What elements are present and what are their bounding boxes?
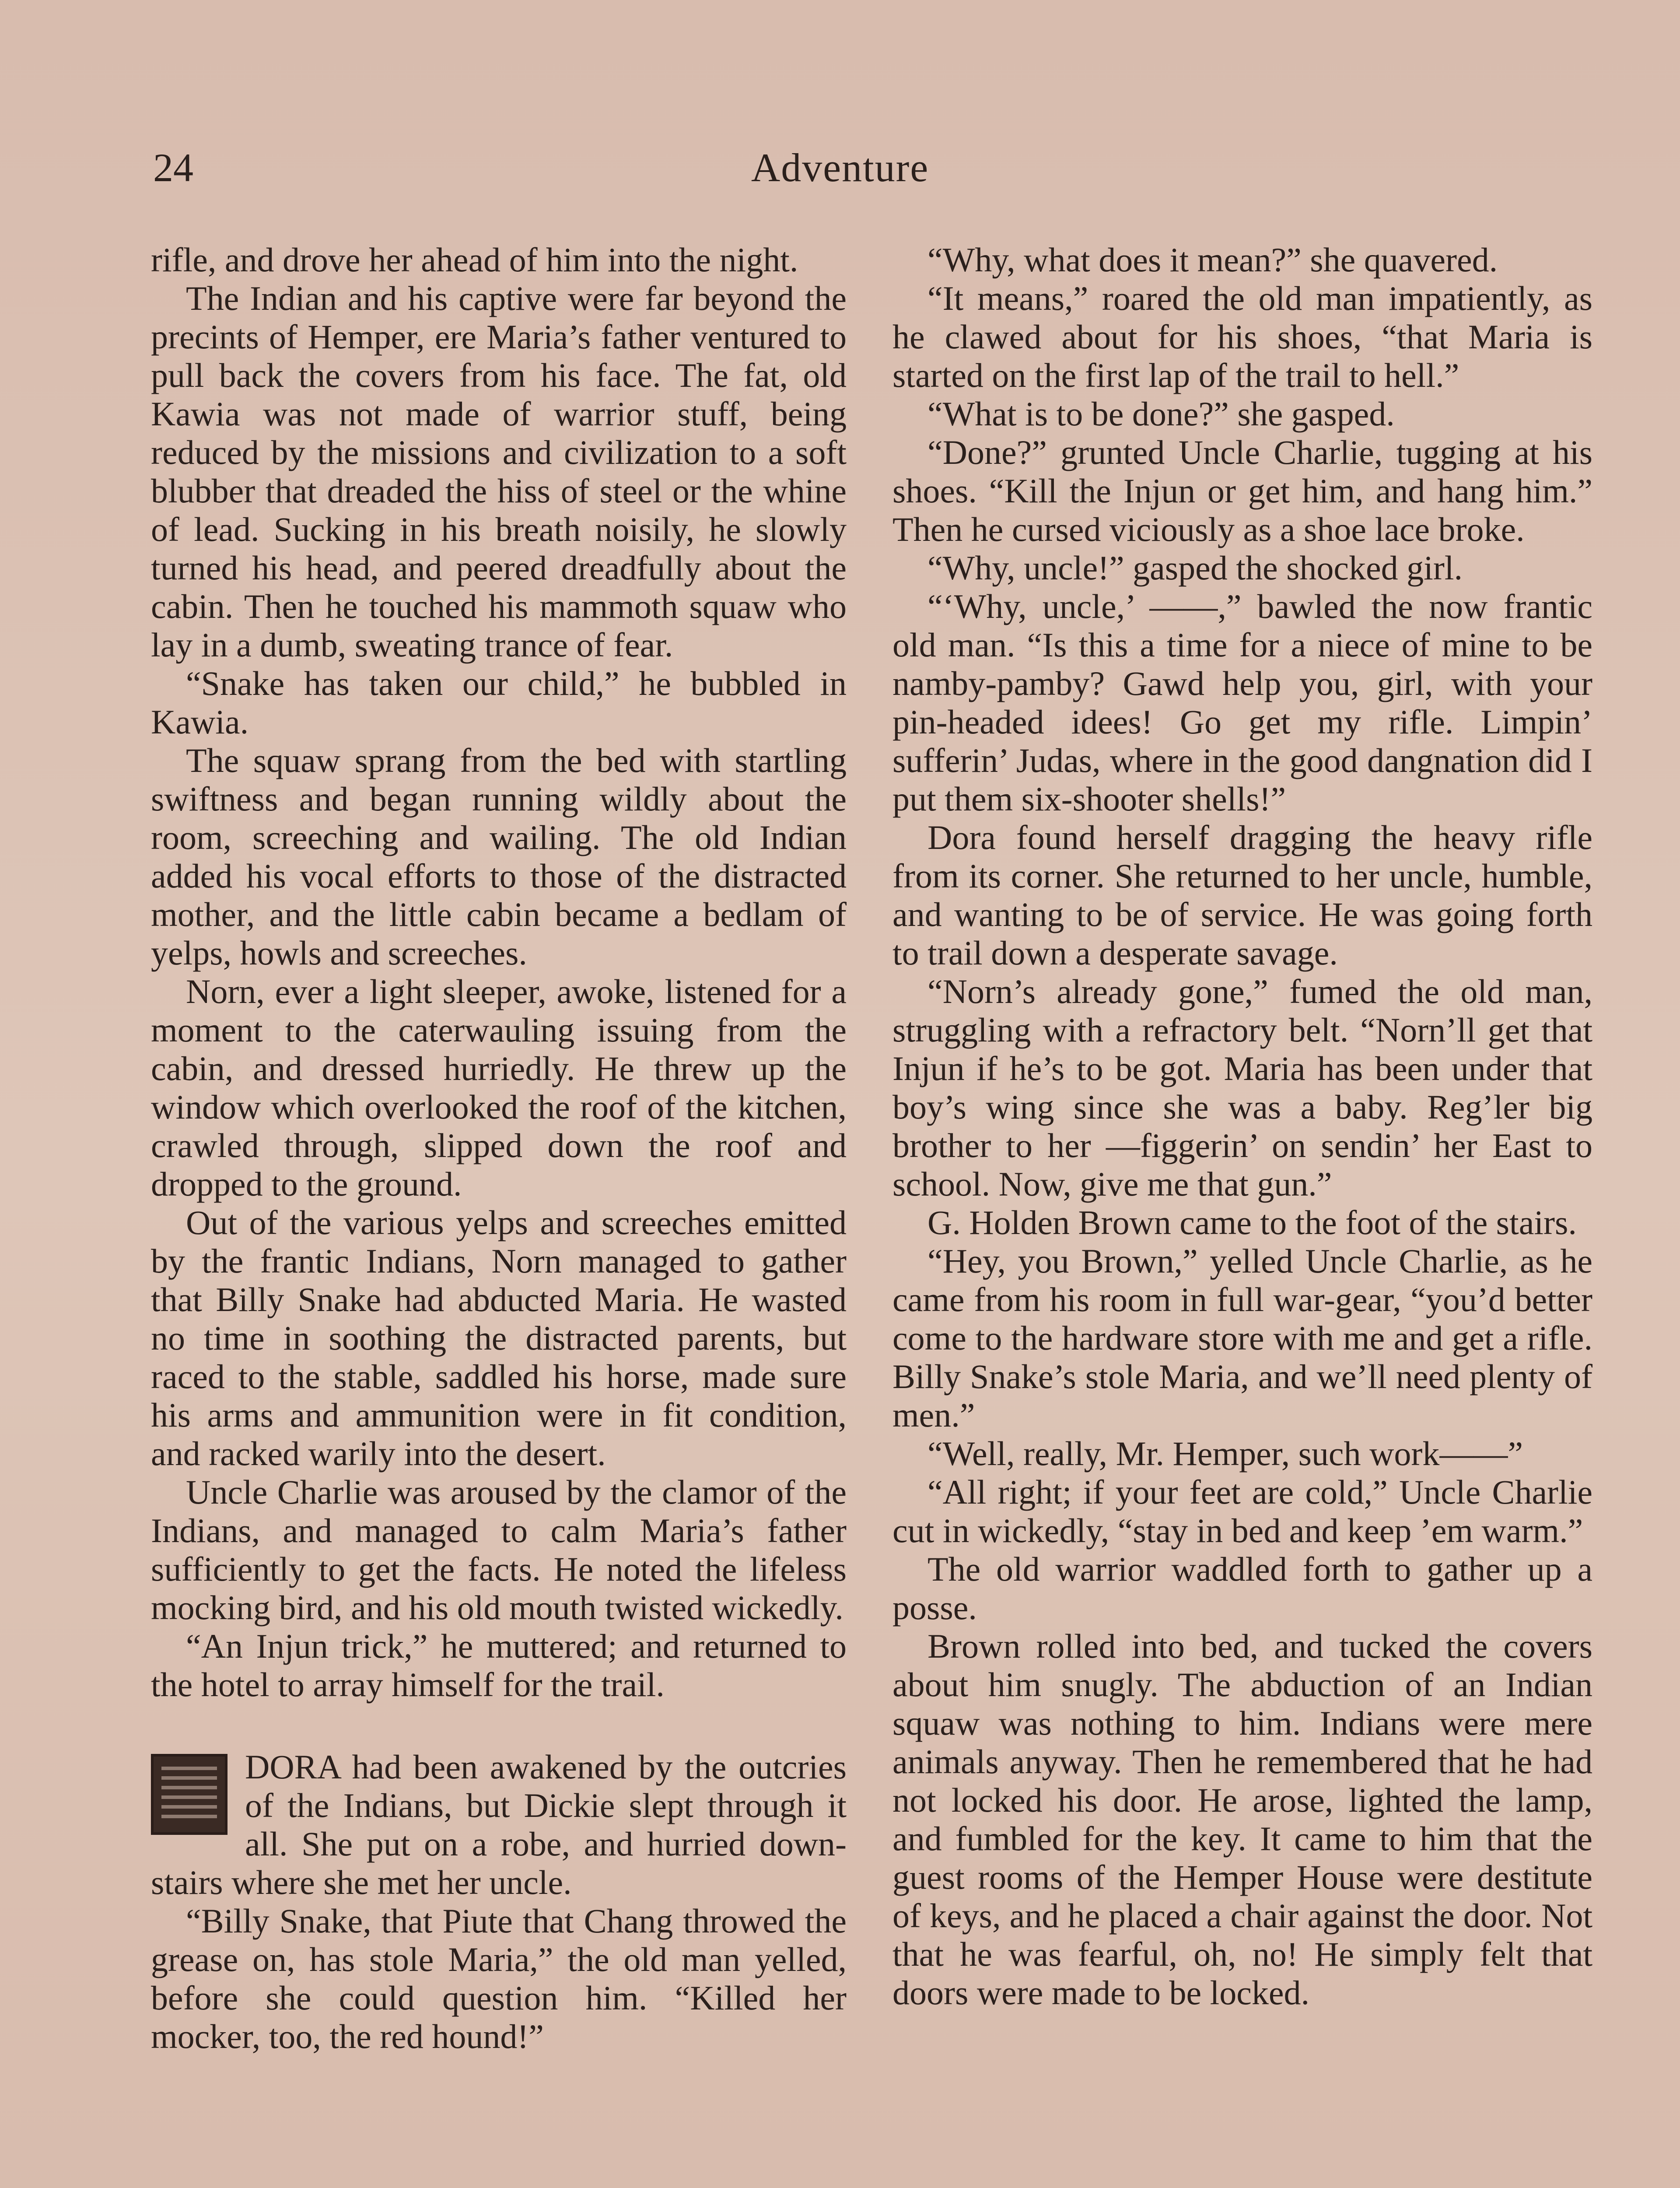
paragraph: “‘Why, uncle,’ ——,” bawled the now frantic old man. “Is this a time for a niece of mine to be namby-pamby? Gawd help you, girl, with your pin-headed idees! Go get my rifle. Limpin’ sufferin’ Judas, where in the good dangnation did I put them six-shooter shells!”	[892, 587, 1592, 818]
dropcap-paragraph	[151, 1748, 847, 1902]
paragraph: “What is to be done?” she gasped.	[928, 395, 1395, 433]
paragraph: Norn, ever a light sleeper, awoke, listened for a moment to the caterwauling issuing from the cabin, and dressed hurriedly. He threw up the window which overlooked the roof of the kitchen, crawled through, slipped down the roof and dropped to the ground.	[151, 972, 847, 1203]
paragraph: “It means,” roared the old man impatiently, as he clawed about for his shoes, “that Maria is started on the first lap of the trail to hell.”	[892, 279, 1592, 394]
paragraph: “Why, uncle!” gasped the shocked girl.	[928, 549, 1463, 587]
page-number: 24	[153, 145, 193, 190]
paragraph: “Norn’s already gone,” fumed the old man, struggling with a refractory belt. “Norn’ll get that Injun if he’s to be got. Maria has been under that boy’s wing since she was a baby. Reg’ler big brother to her —figgerin’ on sendin’ her East to school. Now, give me that gun.”	[892, 972, 1592, 1203]
paragraph: “An Injun trick,” he muttered; and returned to the hotel to array himself for the trail.	[151, 1627, 847, 1704]
paragraph: The Indian and his captive were far beyond the precints of Hemper, ere Maria’s father ventured to pull back the covers from his face. The fat, old Kawia was not made of warrior stuff, being reduced by the missions and civilization to a soft blubber that dreaded the hiss of steel or the whine of lead. Sucking in his breath noisily, he slowly turned his head, and peered dreadfully about the cabin. Then he touched his mammoth squaw who lay in a dumb, sweating trance of fear.	[151, 279, 847, 664]
paragraph: “All right; if your feet are cold,” Uncle Charlie cut in wickedly, “stay in bed and keep ’em warm.”	[892, 1473, 1592, 1550]
paragraph: “Why, what does it mean?” she quavered.	[928, 241, 1498, 279]
paragraph: rifle, and drove her ahead of him into the night.	[151, 241, 798, 279]
paragraph: The squaw sprang from the bed with startling swiftness and began running wildly about the room, screeching and wailing. The old Indian added his vocal efforts to those of the distracted mother, and the little cabin became a bedlam of yelps, howls and screeches.	[151, 741, 847, 972]
paragraph: Brown rolled into bed, and tucked the covers about him snugly. The abduction of an Indian squaw was nothing to him. Indians were mere animals anyway. Then he remembered that he had not locked his door. He arose, lighted the lamp, and fumbled for the key. It came to him that the guest rooms of the Hemper House were destitute of keys, and he placed a chair against the door. Not that he was fearful, oh, no! He simply felt that doors were made to be locked.	[892, 1627, 1592, 2012]
right-column	[892, 241, 1592, 2012]
paragraph: Uncle Charlie was aroused by the clamor of the Indians, and managed to calm Maria’s father sufficiently to get the facts. He noted the lifeless mocking bird, and his old mouth twisted wickedly.	[151, 1473, 847, 1627]
paragraph: “Snake has taken our child,” he bubbled in Kawia.	[151, 664, 847, 741]
paragraph: Out of the various yelps and screeches emitted by the frantic Indians, Norn managed to gather that Billy Snake had abducted Maria. He wasted no time in soothing the distracted parents, but raced to the stable, saddled his horse, made sure his arms and ammunition were in fit condition, and racked warily into the desert.	[151, 1203, 847, 1473]
page-header	[0, 144, 1680, 201]
paragraph: Dora found herself dragging the heavy rifle from its corner. She returned to her uncle, humble, and wanting to be of service. He was going forth to trail down a desperate savage.	[892, 818, 1592, 972]
running-head: Adventure	[751, 145, 929, 190]
decorative-initial-icon	[151, 1754, 228, 1835]
paragraph: The old warrior waddled forth to gather up a posse.	[892, 1550, 1592, 1627]
paragraph: “Done?” grunted Uncle Charlie, tugging at his shoes. “Kill the Injun or get him, and hang him.” Then he cursed viciously as a shoe lace broke.	[892, 433, 1592, 548]
section-break	[151, 1704, 847, 1748]
paragraph: “Hey, you Brown,” yelled Uncle Charlie, as he came from his room in full war-gear, “you’d better come to the hardware store with me and get a rifle. Billy Snake’s stole Maria, and we’ll need plenty of men.”	[892, 1242, 1592, 1434]
paragraph: G. Holden Brown came to the foot of the stairs.	[928, 1203, 1577, 1241]
dropcap-paragraph-text: DORA had been awakened by the outcries of the Indians, but Dickie slept through it all. She put on a robe, and hurried down-stairs where she met her uncle.	[151, 1748, 847, 1901]
paragraph: “Billy Snake, that Piute that Chang throwed the grease on, has stole Maria,” the old man yelled, before she could question him. “Killed her mocker, too, the red hound!”	[151, 1902, 847, 2055]
left-column	[151, 241, 847, 2056]
paragraph: “Well, really, Mr. Hemper, such work——”	[928, 1434, 1523, 1473]
